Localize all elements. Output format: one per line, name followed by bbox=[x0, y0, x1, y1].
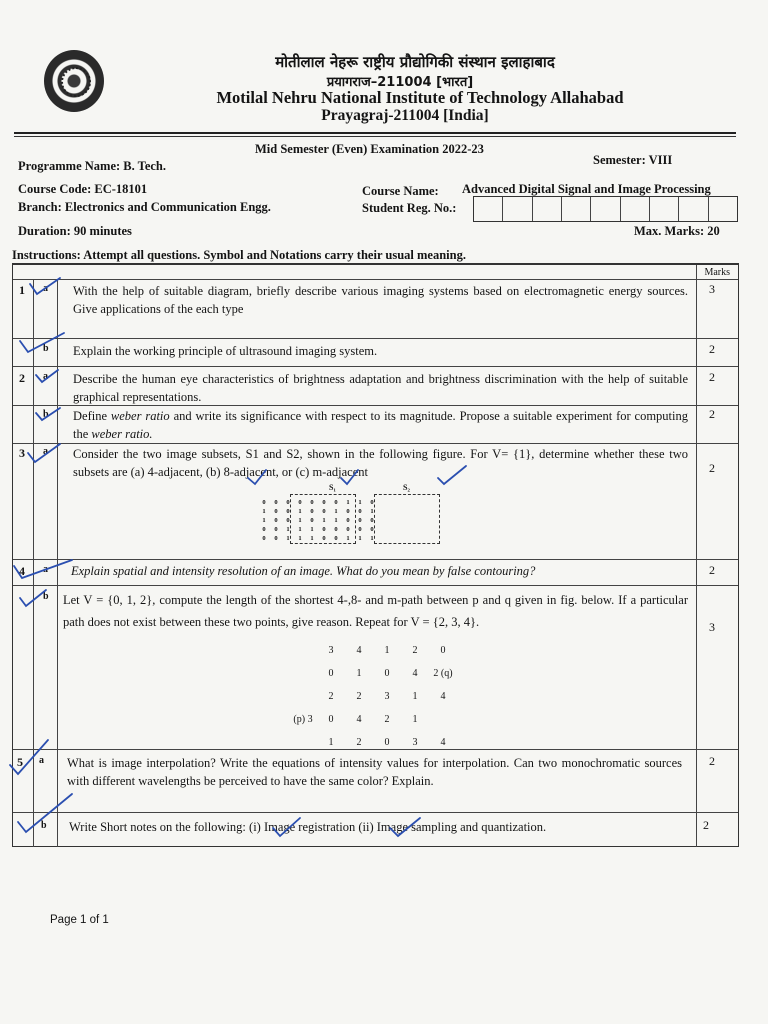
matrix-row bbox=[258, 534, 378, 543]
matrix-cell: 0 bbox=[298, 499, 302, 506]
grid-cell: 2 (q) bbox=[433, 668, 453, 679]
question-marks: 2 bbox=[709, 563, 715, 577]
question-number: 1 bbox=[19, 283, 25, 297]
question-text: Write Short notes on the following: (i) Image registration (ii) Image sampling and quantization. bbox=[69, 820, 547, 834]
course-name: Advanced Digital Signal and Image Processing bbox=[462, 182, 711, 196]
grid-cell: 0 bbox=[328, 668, 334, 679]
matrix-cell: 1 bbox=[286, 535, 290, 542]
question-text: With the help of suitable diagram, briefly describe various imaging systems based on electromagnetic energy sources. Give applications of the each type bbox=[73, 284, 688, 316]
marks-header: Marks bbox=[704, 267, 730, 278]
matrix-cell: 0 bbox=[334, 526, 338, 533]
question-text: Explain spatial and intensity resolution of an image. What do you mean by false contouring? bbox=[71, 564, 536, 578]
matrix-cell: 1 bbox=[358, 535, 362, 542]
grid-cell: 3 bbox=[384, 691, 390, 702]
question-text: Let V = {0, 1, 2}, compute the length of the shortest 4-,8- and m-path between p and q given in fig. below. If a particular path does not exist between these two points, give reason. Repeat for V = {2, 3, 4}. bbox=[63, 593, 688, 629]
question-marks: 2 bbox=[709, 754, 715, 768]
sub-label: a bbox=[43, 283, 48, 294]
matrix-cell: 0 bbox=[358, 508, 362, 515]
subset-s2-border bbox=[374, 494, 440, 544]
matrix-cell: 0 bbox=[334, 535, 338, 542]
matrix-cell: 1 bbox=[298, 526, 302, 533]
path-grid bbox=[288, 638, 458, 755]
sub-label: b bbox=[43, 343, 49, 354]
matrix-cell: 0 bbox=[274, 526, 278, 533]
question-marks: 2 bbox=[709, 342, 715, 356]
grid-cell: 1 bbox=[412, 714, 418, 725]
sub-label: b bbox=[41, 820, 47, 831]
matrix-cell: 1 bbox=[310, 526, 314, 533]
matrix-cell: 1 bbox=[346, 535, 350, 542]
question-number: 2 bbox=[19, 371, 25, 385]
matrix-cell: 1 bbox=[370, 535, 374, 542]
question-marks: 3 bbox=[709, 620, 715, 634]
subset-matrix bbox=[258, 498, 378, 543]
row-divider bbox=[13, 443, 738, 444]
header-divider bbox=[14, 132, 736, 134]
matrix-cell: 0 bbox=[346, 508, 350, 515]
matrix-row bbox=[258, 507, 378, 516]
subset-label-s1: S₁ bbox=[329, 483, 336, 492]
grid-cell: 2 bbox=[412, 645, 418, 656]
grid-row bbox=[290, 663, 456, 684]
matrix-cell: 0 bbox=[310, 499, 314, 506]
matrix-cell: 1 bbox=[334, 508, 338, 515]
matrix-cell: 0 bbox=[310, 508, 314, 515]
col-divider-sub bbox=[57, 279, 58, 847]
grid-cell: 3 bbox=[328, 645, 334, 656]
grid-cell: 4 bbox=[440, 737, 446, 748]
grid-cell: 1 bbox=[412, 691, 418, 702]
sub-label: b bbox=[43, 409, 49, 420]
matrix-cell: 0 bbox=[262, 535, 266, 542]
matrix-cell: 1 bbox=[298, 517, 302, 524]
matrix-cell: 0 bbox=[370, 499, 374, 506]
grid-cell: 0 bbox=[384, 668, 390, 679]
page-number: Page 1 of 1 bbox=[50, 914, 109, 926]
question-marks: 2 bbox=[709, 370, 715, 384]
matrix-cell: 0 bbox=[286, 508, 290, 515]
matrix-cell: 0 bbox=[370, 526, 374, 533]
question-text: Explain the working principle of ultrasound imaging system. bbox=[73, 344, 378, 358]
matrix-cell: 0 bbox=[322, 499, 326, 506]
matrix-cell: 1 bbox=[358, 499, 362, 506]
matrix-cell: 0 bbox=[358, 526, 362, 533]
institute-seal-icon bbox=[44, 50, 104, 112]
matrix-cell: 0 bbox=[322, 526, 326, 533]
institute-city: Prayagraj-211004 [India] bbox=[321, 107, 489, 124]
row-divider bbox=[13, 366, 738, 367]
institute-name: Motilal Nehru National Institute of Technology Allahabad bbox=[216, 88, 624, 107]
grid-cell: 4 bbox=[356, 714, 362, 725]
question-marks: 3 bbox=[709, 282, 715, 296]
matrix-cell: 1 bbox=[310, 535, 314, 542]
grid-cell: 2 bbox=[356, 691, 362, 702]
header-divider-thin bbox=[14, 136, 736, 137]
grid-cell: 3 bbox=[412, 737, 418, 748]
matrix-cell: 0 bbox=[274, 499, 278, 506]
matrix-cell: 0 bbox=[274, 517, 278, 524]
grid-row bbox=[290, 732, 456, 753]
grid-cell: 2 bbox=[356, 737, 362, 748]
grid-cell: 0 bbox=[328, 714, 334, 725]
matrix-cell: 0 bbox=[334, 499, 338, 506]
grid-cell: 2 bbox=[384, 714, 390, 725]
matrix-row bbox=[258, 525, 378, 534]
question-text: Consider the two image subsets, S1 and S2, shown in the following figure. For V= {1}, determine whether these two subsets are (a) 4-adjacent, (b) 8-adjacent, or (c) m-adjacent bbox=[73, 447, 688, 479]
matrix-cell: 0 bbox=[322, 508, 326, 515]
instructions: Instructions: Attempt all questions. Symbol and Notations carry their usual meaning. bbox=[12, 248, 466, 262]
matrix-cell: 1 bbox=[298, 535, 302, 542]
matrix-cell: 0 bbox=[358, 517, 362, 524]
grid-cell: 1 bbox=[384, 645, 390, 656]
question-number: 3 bbox=[19, 446, 25, 460]
sub-label: a bbox=[43, 564, 48, 575]
matrix-cell: 0 bbox=[286, 499, 290, 506]
row-divider bbox=[13, 812, 738, 813]
matrix-row bbox=[258, 516, 378, 525]
matrix-cell: 1 bbox=[370, 508, 374, 515]
grid-row bbox=[290, 686, 456, 707]
matrix-cell: 1 bbox=[262, 508, 266, 515]
grid-cell: 1 bbox=[356, 668, 362, 679]
row-divider bbox=[13, 585, 738, 586]
branch: Branch: Electronics and Communication Engg. bbox=[18, 200, 271, 214]
row-divider bbox=[13, 338, 738, 339]
grid-cell: (p) 3 bbox=[293, 714, 313, 725]
question-text: Define weber ratio and write its significance with respect to its magnitude. Propose a suitable experiment for computing the weber ratio. bbox=[73, 409, 689, 441]
question-marks: 2 bbox=[709, 461, 715, 475]
question-number: 4 bbox=[19, 564, 25, 578]
col-divider-num bbox=[33, 279, 34, 847]
grid-cell bbox=[290, 686, 316, 707]
subset-label-s2: S₂ bbox=[403, 483, 410, 492]
matrix-cell: 1 bbox=[322, 517, 326, 524]
matrix-cell: 0 bbox=[262, 499, 266, 506]
grid-cell: 1 bbox=[328, 737, 334, 748]
city-hindi: प्रयागराज–211004 [भारत] bbox=[326, 75, 474, 90]
grid-cell: 4 bbox=[356, 645, 362, 656]
matrix-cell: 0 bbox=[274, 508, 278, 515]
question-number: 5 bbox=[17, 755, 23, 769]
matrix-cell: 0 bbox=[346, 517, 350, 524]
matrix-row bbox=[258, 498, 378, 507]
matrix-cell: 0 bbox=[262, 526, 266, 533]
matrix-cell: 1 bbox=[298, 508, 302, 515]
matrix-cell: 0 bbox=[274, 535, 278, 542]
student-reg-boxes[interactable] bbox=[473, 196, 738, 222]
sub-label: a bbox=[43, 371, 48, 382]
exam-title: Mid Semester (Even) Examination 2022-23 bbox=[255, 142, 484, 156]
grid-row bbox=[290, 640, 456, 661]
course-code: Course Code: EC-18101 bbox=[18, 182, 148, 196]
grid-cell bbox=[290, 732, 316, 753]
max-marks: Max. Marks: 20 bbox=[634, 224, 720, 238]
matrix-cell: 1 bbox=[286, 526, 290, 533]
question-marks: 2 bbox=[703, 818, 709, 832]
question-text: What is image interpolation? Write the equations of intensity values for interpolation. Can two monochromatic sources with different wavelengths be perceived to have the same color? Explain. bbox=[67, 756, 682, 788]
question-marks: 2 bbox=[709, 407, 715, 421]
matrix-cell: 0 bbox=[322, 535, 326, 542]
grid-cell: 0 bbox=[384, 737, 390, 748]
grid-cell: 4 bbox=[412, 668, 418, 679]
grid-cell: 0 bbox=[440, 645, 446, 656]
institute-name-hindi: मोतीलाल नेहरू राष्ट्रीय प्रौद्योगिकी संस्थान इलाहाबाद bbox=[275, 53, 555, 71]
sub-label: a bbox=[39, 755, 44, 766]
matrix-cell: 1 bbox=[262, 517, 266, 524]
duration: Duration: 90 minutes bbox=[18, 224, 132, 238]
programme-name: Programme Name: B. Tech. bbox=[18, 159, 167, 173]
row-divider bbox=[13, 559, 738, 560]
grid-cell bbox=[290, 663, 316, 684]
grid-cell bbox=[290, 640, 316, 661]
matrix-cell: 1 bbox=[346, 499, 350, 506]
grid-cell: 2 bbox=[328, 691, 334, 702]
sub-label: b bbox=[43, 591, 49, 602]
matrix-cell: 0 bbox=[370, 517, 374, 524]
course-name-label: Course Name: bbox=[362, 184, 439, 198]
matrix-cell: 1 bbox=[334, 517, 338, 524]
row-divider bbox=[13, 279, 738, 280]
question-text: Describe the human eye characteristics of brightness adaptation and brightness discrimination with the help of suitable graphical representations. bbox=[73, 372, 688, 404]
matrix-cell: 0 bbox=[286, 517, 290, 524]
grid-row bbox=[290, 709, 456, 730]
matrix-cell: 0 bbox=[310, 517, 314, 524]
grid-cell: 4 bbox=[440, 691, 446, 702]
question-table bbox=[12, 264, 739, 847]
grid-cell bbox=[430, 709, 456, 730]
student-reg-label: Student Reg. No.: bbox=[362, 201, 457, 215]
matrix-cell: 0 bbox=[346, 526, 350, 533]
semester: Semester: VIII bbox=[593, 153, 673, 167]
sub-label: a bbox=[43, 446, 48, 457]
